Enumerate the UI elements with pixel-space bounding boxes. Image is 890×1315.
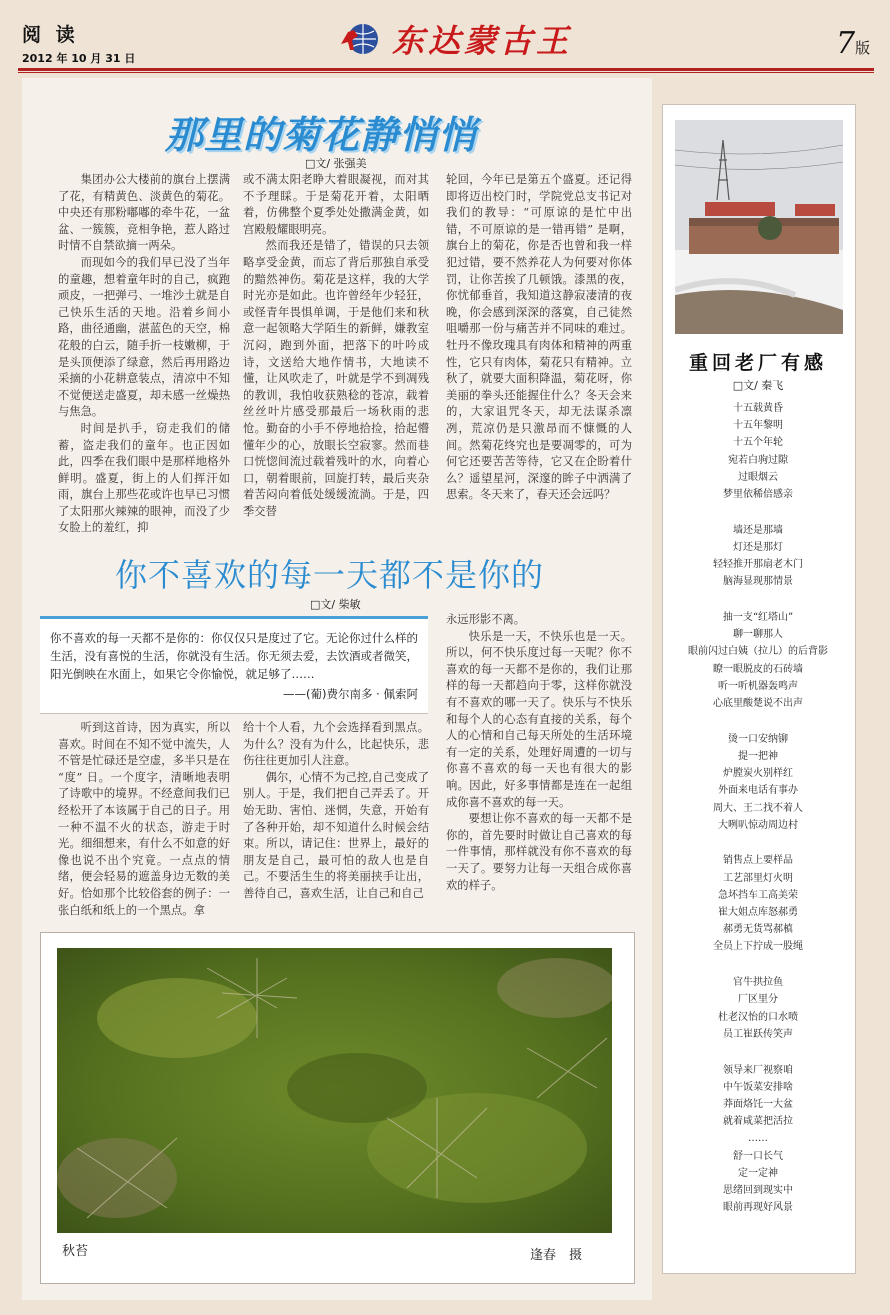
paragraph: 快乐是一天，不快乐也是一天。所以，何不快乐度过每一天呢？你不喜欢的每一天都不是你的，我们让那样的每一天都趋向于零，这样你就没有不喜欢的哪一天了。快乐与不快乐和每个人的心态有直接的关系，每个人的心情和自己每天所处的生活环境有一定的关系，处理好周遭的一切与你喜不喜欢的每一天也有很大的影响。因此，好多事情都是连在一起组成你喜不喜欢的每一天。	[446, 629, 632, 809]
poem-line: 提一把神	[738, 750, 778, 762]
poem-line: 崔大姐点库怒郝勇	[718, 907, 798, 919]
poem-stanza	[662, 522, 854, 591]
poem-line: 全员上下拧成一股绳	[713, 941, 803, 953]
photo-caption: 秋苔	[62, 1244, 89, 1259]
poem-line: 眼前再现好风景	[723, 1202, 793, 1214]
paragraph: 然而我还是错了，错误的只去领略享受金黄，而忘了背后那独自承受的黯然神伤。菊花是这样，我的大学时光亦是如此。也许曾经年少轻狂，或怪青年畏惧单调，于是他们来和秋意一起领略大学陌生的新鲜，嫌教室沉闷，跑到外面，把落下的叶吟成诗，文送给大地作情书，大地读不懂，让风吹走了，叶就是学不到凋残的教训，我怕收获熟稔的苍凉，载着丝丝叶片感受那最后一场秋雨的悲怆。勤奋的小手不停地拾捡，拾起懵懂年少的心，放眼长空寂寥。然而巷口恍惚间流过载着残叶的水，向着心口，朝着眼前，回旋打转，最后夹杂着苦闷向着低处缓缓流淌。于是，四季交替	[243, 239, 429, 518]
poem-stanza	[662, 609, 854, 712]
paragraph: 听到这首诗，因为真实，所以喜欢。时间在不知不觉中流失，人不管是忙碌还是空虚，多半只是在 “度” 日。一个度字，清晰地表明了诗歌中的境界。不经意间我们已经松开了本该属于自己的日子。用一种不温不火的状态，游走于时光。细细想来，有什么不如意的好像也说不出个究竟。一点点的情绪，便会轻易的遮盖身边无数的美好。恰如那个比较俗套的例子：一张白纸和纸上的一个黑点。拿	[58, 721, 230, 917]
article1-title: 那里的菊花静悄悄	[165, 113, 478, 157]
poem-line: 领导来厂视察咱	[723, 1064, 793, 1076]
poem-line: 急坏挡车工高美荣	[718, 889, 798, 901]
photo-credit: 逢春 摄	[530, 1248, 583, 1263]
poem-line: 杜老汉怡的口水喷	[718, 1011, 798, 1023]
poem-line: 脑海显现那情景	[723, 576, 793, 588]
article2-column-2	[243, 720, 429, 903]
poem-line: 梦里依稀倍感亲	[723, 489, 793, 501]
moss-photo	[57, 948, 612, 1233]
poem-line: 舒一口长气	[733, 1150, 783, 1162]
old-factory-photo	[675, 120, 843, 334]
poem-line: 销售点上要样品	[723, 855, 793, 867]
poem-line: 大咧叭惊动周边村	[718, 819, 798, 831]
poem-line: 思绪回到现实中	[723, 1184, 793, 1196]
article1-column-3	[446, 172, 632, 504]
poem-line: 周大、王二找不着人	[713, 802, 803, 814]
poem-line: 厂区里分	[738, 994, 778, 1006]
poem-line: 瞭一眼脱皮的石砖墙	[713, 663, 803, 675]
poem-line: 轻轻推开那扇老木门	[713, 559, 803, 571]
paragraph: 偶尔，心情不为己控,自己变成了别人。于是，我们把自己弄丢了。开始无助、害怕、迷惘，失意，开始有了各种开始，却不知道什么时候会结束。所以，请记住：世界上，最好的朋友是自己，最可怕的敌人也是自己。不要活生生的将美丽挟手让出，善待自己，喜欢生活，让自己和自己	[243, 770, 429, 900]
paragraph: 永远形影不离。	[446, 613, 526, 626]
poem-line: ……	[748, 1133, 768, 1145]
poem-line: 十五年黎明	[733, 420, 783, 432]
paragraph: 给十个人看，九个会选择看到黑点。为什么？没有为什么，比起快乐，悲伤往往更加引人注意。	[243, 721, 429, 768]
poem-line: 灯还是那灯	[733, 541, 783, 553]
section-name: 阅 读	[22, 24, 79, 46]
poem-line: 墙还是那墙	[733, 524, 783, 536]
poem-line: 定一定神	[738, 1167, 778, 1179]
paragraph: 集团办公大楼前的旗台上摆满了花，有精黄色、淡黄色的菊花。中央还有那粉嘟嘟的牵牛花，一盆盆、一簇簇，竞相争艳，惹人路过时情不自禁欲摘一两朵。	[58, 173, 230, 253]
poem	[662, 400, 854, 1216]
poem-line: 员工崔跃传笑声	[723, 1028, 793, 1040]
poem-line: 心底里酸楚说不出声	[713, 698, 803, 710]
poem-line: 工艺部里灯火明	[723, 872, 793, 884]
paragraph: 要想让你不喜欢的每一天都不是你的，首先要时时做让自己喜欢的每一件事情，那样就没有你不喜欢的每一天了。要努力让每一天组合成你喜欢的样子。	[446, 812, 632, 892]
poem-line: 听一听机器轰鸣声	[718, 680, 798, 692]
poem-line: 宛若白驹过隙	[728, 454, 788, 466]
poem-stanza	[662, 974, 854, 1043]
poem-stanza	[662, 1148, 854, 1217]
poem-line: 抽一支“红塔山”	[722, 612, 794, 624]
poem-line: 眼前闪过白姨（拉儿）的后背影	[688, 646, 828, 658]
poem-line: 十五载黄昏	[733, 403, 783, 414]
article1-column-1	[58, 172, 230, 537]
poem-line: 炉膛炭火别样红	[723, 768, 793, 780]
poem-line: 聊一聊那人	[733, 629, 783, 641]
article2-column-1	[58, 720, 230, 919]
poem-line: 外面来电话有事办	[718, 785, 798, 797]
poem-line: 中午饭菜安排啥	[723, 1081, 793, 1093]
poem-line: 莽面烙饦一大盆	[723, 1098, 793, 1110]
newspaper-name: 东达蒙古王	[392, 22, 573, 60]
paragraph: 时间是扒手，窃走我们的储蓄，盗走我们的童年。也正因如此，四季在我们眼中是那样地格外鲜明。盛夏，街上的人们挥汗如雨，旗台上那些花或许也早已习惯了太阳那火辣辣的眼神，而没了少女脸上的羞红，抑	[58, 421, 230, 535]
sidebar-author: □文/ 秦飞	[732, 379, 784, 392]
poem-line: 官牛拱拉鱼	[733, 977, 783, 989]
poem-stanza	[662, 400, 854, 503]
article1-author: □文/ 张强美	[305, 157, 367, 170]
issue-date: 2012 年 10 月 31 日	[22, 52, 136, 65]
globe-horse-logo-icon	[338, 18, 380, 60]
article2-title: 你不喜欢的每一天都不是你的	[115, 556, 545, 594]
sidebar-title: 重回老厂有感	[688, 352, 827, 374]
quote-attribution: ——(葡)费尔南多 · 佩索阿	[283, 687, 418, 701]
paragraph: 而现如今的我们早已没了当年的童趣，想着童年时的自己，疯跑顽皮，一把弹弓、一堆沙土就是自己快乐生活的天地。沿着乡间小路，曲径通幽，湛蓝色的天空，棉花般的白云，随手折一枝嫩柳，于是头顶便添了绿意，然后再用路边采摘的小花耕意装点，清凉中不知不觉便送走盛夏，却未感一丝燥热与焦急。	[58, 255, 230, 419]
poem-line: 十五个年轮	[733, 437, 783, 449]
article1-column-2	[243, 172, 429, 520]
quote-text: 你不喜欢的每一天都不是你的：你仅仅只是度过了它。无论你过什么样的生活，没有喜悦的生活，你就没有生活。你无须去爱，去饮酒或者微笑，阳光倒映在水面上，如果它令你愉悦，就足够了……	[50, 631, 418, 681]
poem-stanza	[662, 852, 854, 955]
poem-line: 就着咸菜把活拉	[723, 1116, 793, 1128]
paragraph: 或不满太阳老睁大着眼凝视，而对其不予理睬。于是菊花开着，太阳晒着，仿佛整个夏季处处撒满金黄，如宫殿般耀眼明亮。	[243, 173, 429, 236]
poem-line: 烫一口安纳铆	[728, 733, 788, 745]
poem-stanza	[662, 731, 854, 834]
paragraph: 轮回，今年已是第五个盛夏。还记得即将迈出校门时，学院党总支书记对我们的教导：“可原谅的是忙中出错，不可原谅的是一错再错” 是啊，旗台上的菊花，你是否也曾和我一样犯过错，要不然养花人为何要对你体罚，让你苦挨了几顿饿。漆黑的夜，你忧郁垂首，我知道这静寂凄清的夜晚，你会感到深深的落寞，自己徒然咀嚼那一份与痛苦并不同味的难过。牡丹不像玫瑰具有肉体和精神的两重性，它只有肉体，菊花只有精神。立秋了，就要大面积降温，菊花呀，你美丽的拳头还能握住什么？冬天会来的，大家诅咒冬天，却无法谋杀凛冽，荒凉仍是只激昂而不慷慨的人间。然菊花终究也是要凋零的，可为何它还要苦苦等待，它又在企盼着什么？遥望星河，深邃的眸子中洒满了思索。冬天来了，春天还会远吗？	[446, 173, 632, 502]
poem-stanza	[662, 1062, 854, 1148]
poem-line: 郝勇无货骂郝槙	[723, 924, 793, 936]
page-number: 7版	[836, 26, 871, 61]
epigraph-quote	[40, 616, 428, 714]
header-rule-thin	[18, 72, 874, 73]
article2-author: □文/ 柴敏	[310, 598, 361, 611]
poem-line: 过眼烟云	[738, 471, 778, 483]
article2-column-3	[446, 612, 632, 894]
header-rule	[18, 68, 874, 71]
